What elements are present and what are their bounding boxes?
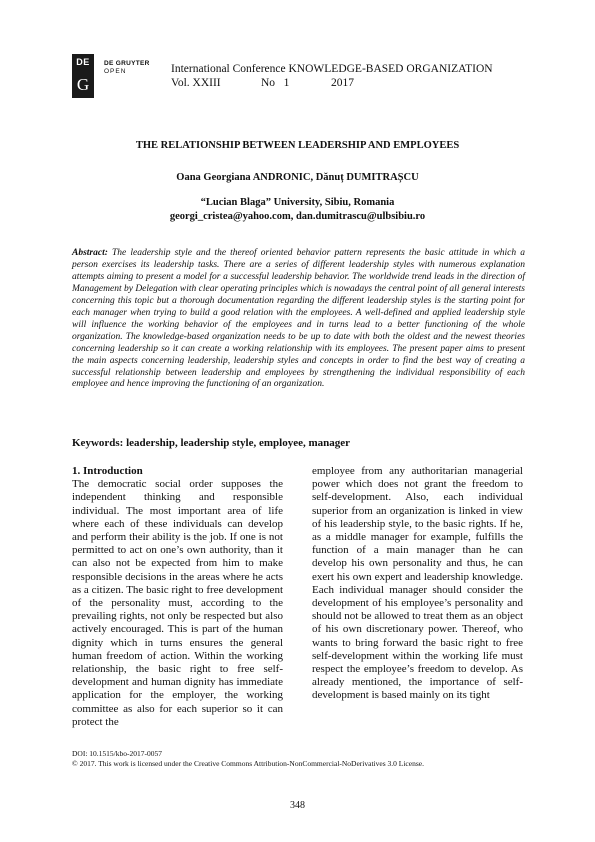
volume: Vol. XXIII [171,77,221,89]
abstract-text: The leadership style and the thereof oriented behavior pattern represents the basic attitude in which a person exercises its leadership tasks. There are a series of different leadership styles with numerous explanation attempts aiming to present a model for a successful leadership behavior. The worldwide trend leads in the direction of Management by Delegation with clear operating principles which is nowadays the central point of all general interests concerning this topic but a thorough documentation regarding the different leadership styles is the starting point for each manager when trying to build a good relation with the employees. A well-defined and applied leadership style will influence the working behavior of the employees and in turns lead to a better functioning of the whole organization. The knowledge-based organization needs to be up to date with both the oldest and the newest theories concerning leadership so it can create a working relationship with its employees. The present paper aims to present the main aspects concerning leadership, leadership styles and concepts in order to find the best way of creating a successful relationship between leadership and employees by strengthening the individual responsibility of each employee and hence improving the functioning of an organization. [72,248,526,390]
body-column-right [312,465,523,703]
publisher-name-line2: OPEN [104,68,127,75]
abstract-label: Abstract: [72,248,108,258]
publisher-name [104,60,150,76]
paper-title: THE RELATIONSHIP BETWEEN LEADERSHIP AND EMPLOYEES [135,140,460,151]
keywords: Keywords: leadership, leadership style, employee, manager [72,437,351,449]
publisher-name-line1: DE GRUYTER [104,60,150,67]
doi: DOI: 10.1515/kbo-2017-0057 [72,749,162,758]
license-notice: © 2017. This work is licensed under the Creative Commons Attribution-NonCommercial-NoDerivatives 3.0 License. [72,759,424,768]
affiliation-block [60,196,535,224]
conference-header [171,62,493,90]
year: 2017 [331,77,354,89]
footnote [72,749,424,769]
page-number: 348 [290,800,305,811]
publisher-logo-block [72,54,94,98]
paper-authors: Oana Georgiana ANDRONIC, Dănuț DUMITRAȘCU [176,172,419,183]
body-text-left: The democratic social order supposes the independent thinking and responsible individual. The most important area of life where each of these individuals can develop and perform their ability is the job. If one is not permitted to act on one’s own authority, than it can also not be expected from him to make responsible decisions in the areas where he acts as a citizen. The basic right to free development of the personality must, according to the prevailing rights, not only be respected but also actively encouraged. This is part of the human dignity which in turns ensures the general human freedom of action. Within the working relationship, the basic right to free self-development and human dignity has immediate application for the employer, the working committee as also for each superior so it can protect the [72,478,283,728]
issue-number: No 1 [261,77,290,89]
abstract [72,248,525,391]
volume-line [171,76,493,90]
conference-name: International Conference KNOWLEDGE-BASED ORGANIZATION [171,63,493,75]
author-emails: georgi_cristea@yahoo.com, dan.dumitrascu@ulbsibiu.ro [169,211,426,222]
body-text-right: employee from any authoritarian managerial power which does not grant the freedom to self-development. Also, each individual superior from an organization is linked in view of his leadership style, to the basic rights. If he, as a middle manager for example, fulfills the function of a main manager than he can develop his own personality and thus, he can exert his own expert and leadership knowledge. Each individual manager should consider the development of his employee’s personality and should not be allowed to treat them as an object of his own discretionary power. Thereof, who wants to bring forward the basic right to free self-development within the working life must respect the employee’s freedom to develop. As already mentioned, the importance of self-development is based mainly on its tight [312,465,523,702]
section-heading: 1. Introduction [72,465,143,477]
logo-letters-top: DE [76,57,90,67]
body-column-left [72,465,283,729]
affiliation: “Lucian Blaga” University, Sibiu, Romania [200,197,395,208]
logo-letter-bottom: G [76,75,90,94]
